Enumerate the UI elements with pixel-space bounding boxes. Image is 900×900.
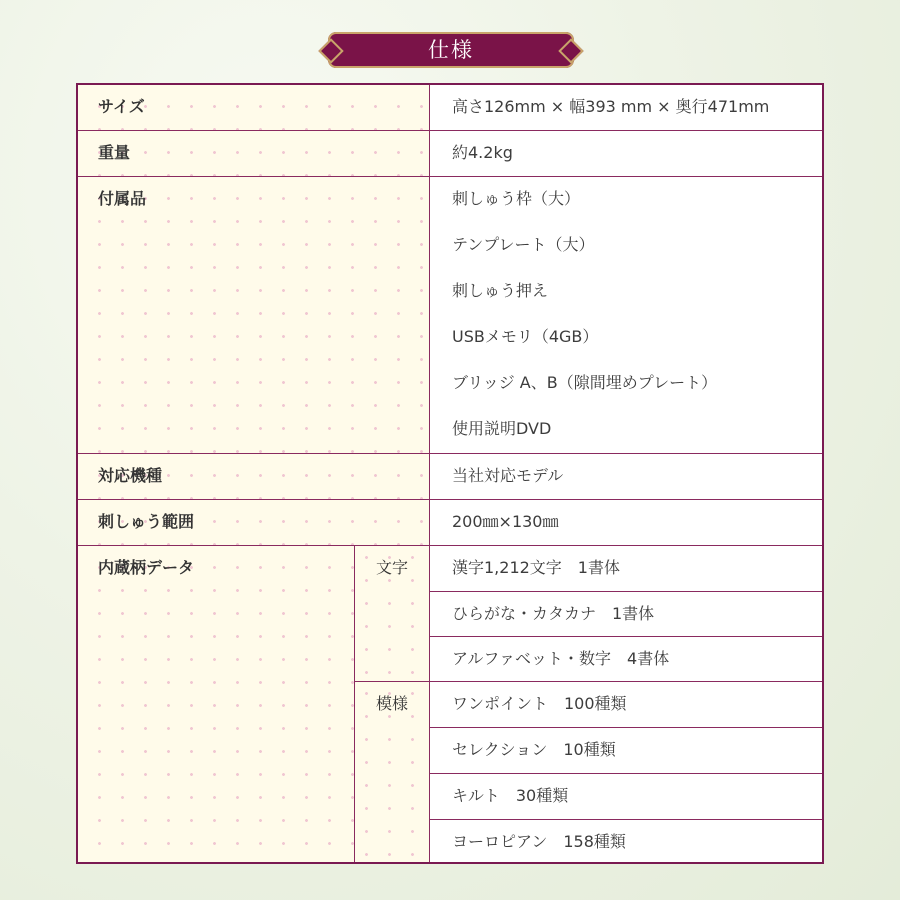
accessory-item: 使用説明DVD — [452, 419, 552, 438]
label-cell-models — [78, 454, 430, 499]
patterns-row — [430, 820, 822, 862]
label-cell-weight — [78, 131, 430, 176]
patterns-row — [430, 774, 822, 820]
sub-label-letters — [354, 546, 430, 682]
row-accessories — [78, 177, 822, 454]
value-cell-models — [430, 454, 822, 499]
patterns-item: ワンポイント 100種類 — [452, 694, 627, 713]
label-accessories: 付属品 — [98, 189, 147, 208]
row-models — [78, 454, 822, 500]
sub-label-patterns — [354, 682, 430, 862]
value-cell-accessories — [430, 177, 822, 453]
title-ribbon — [328, 32, 574, 68]
label-letters: 文字 — [375, 558, 408, 577]
accessory-item: ブリッジ A、B（隙間埋めプレート） — [452, 373, 718, 392]
value-cell-embroidery-range — [430, 500, 822, 545]
label-builtin: 内蔵柄データ — [98, 558, 195, 577]
accessory-item: USBメモリ（4GB） — [452, 327, 599, 346]
patterns-item: ヨーロピアン 158種類 — [452, 832, 626, 851]
label-cell-builtin — [78, 546, 354, 862]
value-cell-weight — [430, 131, 822, 176]
letters-item: ひらがな・カタカナ 1書体 — [452, 604, 655, 623]
label-weight: 重量 — [98, 143, 131, 162]
title-banner — [0, 32, 900, 68]
label-models: 対応機種 — [98, 466, 163, 485]
patterns-item: セレクション 10種類 — [452, 740, 616, 759]
label-cell-embroidery-range — [78, 500, 430, 545]
value-size: 高さ126mm × 幅393 mm × 奥行471mm — [452, 97, 770, 116]
value-cell-size — [430, 85, 822, 130]
label-cell-size — [78, 85, 430, 130]
accessory-item: テンプレート（大） — [452, 235, 595, 254]
row-weight — [78, 131, 822, 177]
label-embroidery-range: 刺しゅう範囲 — [98, 512, 195, 531]
label-patterns: 模様 — [375, 694, 408, 713]
patterns-row — [430, 728, 822, 774]
patterns-item: キルト 30種類 — [452, 786, 569, 805]
row-embroidery-range — [78, 500, 822, 546]
letters-item: 漢字1,212文字 1書体 — [452, 558, 620, 577]
accessory-item: 刺しゅう押え — [452, 281, 549, 300]
value-weight: 約4.2kg — [452, 143, 513, 162]
letters-row — [430, 546, 822, 592]
page-title: 仕様 — [428, 38, 474, 62]
spec-table — [76, 83, 824, 864]
letters-row — [430, 592, 822, 637]
row-size — [78, 85, 822, 131]
value-models: 当社対応モデル — [452, 466, 564, 485]
letters-item: アルファベット・数字 4書体 — [452, 649, 670, 668]
letters-row — [430, 637, 822, 682]
accessory-item: 刺しゅう枠（大） — [452, 189, 581, 208]
label-cell-accessories — [78, 177, 430, 453]
label-size: サイズ — [98, 97, 145, 116]
value-embroidery-range: 200㎜×130㎜ — [452, 512, 559, 531]
patterns-row — [430, 682, 822, 728]
